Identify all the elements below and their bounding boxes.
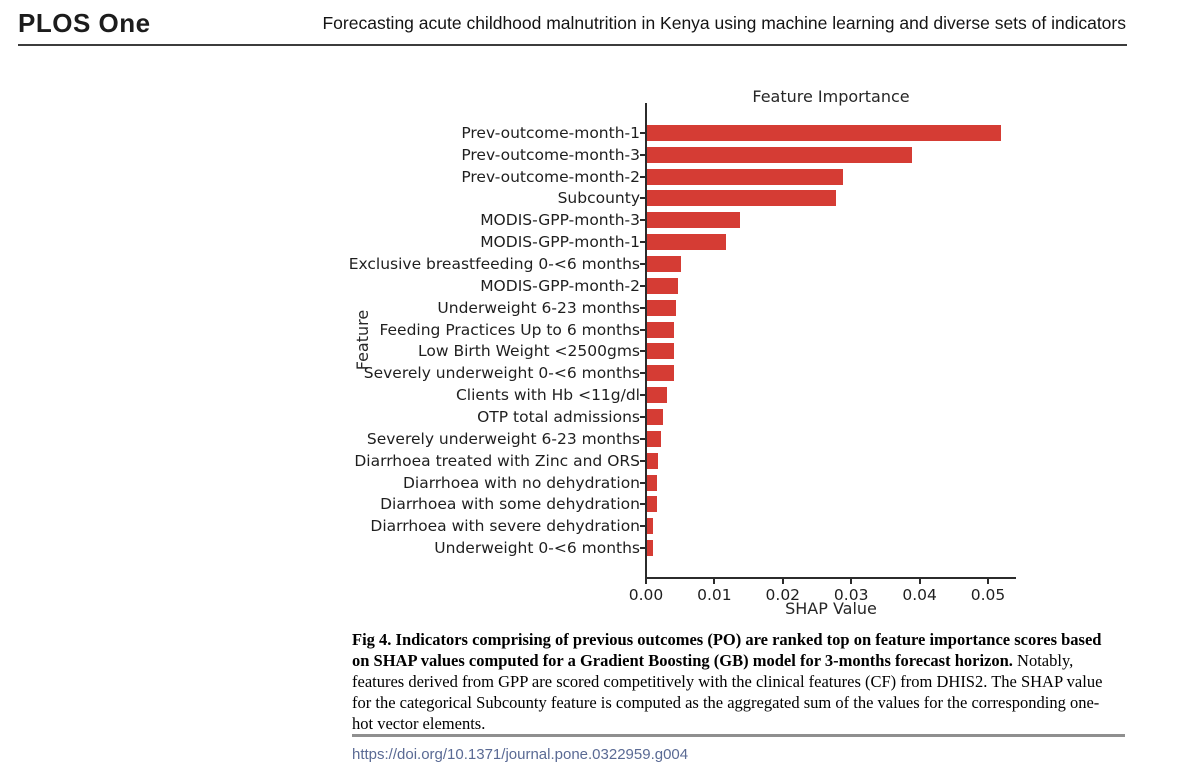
bar	[647, 322, 674, 338]
y-tick-label: Underweight 6-23 months	[437, 298, 640, 317]
chart-title: Feature Importance	[752, 87, 910, 106]
x-tick-mark	[782, 579, 784, 584]
x-axis-label: SHAP Value	[785, 599, 877, 618]
y-tick-label: Low Birth Weight <2500gms	[418, 342, 640, 361]
bar	[647, 365, 674, 381]
figure-caption	[352, 629, 1108, 734]
bar	[647, 475, 657, 491]
y-tick-mark	[640, 525, 645, 527]
y-tick-label: MODIS-GPP-month-1	[480, 233, 640, 252]
x-tick-mark	[987, 579, 989, 584]
y-tick-label: Severely underweight 6-23 months	[366, 429, 640, 448]
y-tick-label: MODIS-GPP-month-3	[480, 211, 640, 230]
x-tick-mark	[919, 579, 921, 584]
y-tick-mark	[640, 416, 645, 418]
bar	[647, 278, 678, 294]
bar	[647, 343, 674, 359]
y-tick-mark	[640, 154, 645, 156]
y-tick-label: MODIS-GPP-month-2	[480, 276, 640, 295]
y-tick-label: Clients with Hb <11g/dl	[455, 386, 640, 405]
x-tick-label: 0.05	[970, 586, 1006, 604]
y-tick-mark	[640, 263, 645, 265]
y-tick-mark	[640, 438, 645, 440]
caption-regular-text: Notably, features derived from GPP are scored competitively with the clinical features (CF) from DHIS2. The SHAP value for the categorical Subcounty feature is computed as the aggregated sum of the values for the corresponding one-hot vector elements.	[352, 651, 1103, 733]
caption-divider	[352, 734, 1125, 737]
bar	[647, 496, 657, 512]
y-tick-mark	[640, 176, 645, 178]
doi-link[interactable]: https://doi.org/10.1371/journal.pone.0322959.g004	[352, 746, 689, 763]
y-tick-mark	[640, 197, 645, 199]
x-tick-label: 0.02	[765, 586, 801, 604]
bar	[647, 147, 912, 163]
x-tick-mark	[850, 579, 852, 584]
y-tick-label: Subcounty	[557, 189, 640, 208]
y-tick-mark	[640, 307, 645, 309]
x-tick-label: 0.04	[902, 586, 937, 604]
y-tick-label: Feeding Practices Up to 6 months	[379, 320, 640, 339]
caption-bold-text: Fig 4. Indicators comprising of previous outcomes (PO) are ranked top on feature importance scores based on SHAP values computed for a Gradient Boosting (GB) model for 3-months forecast horizon.	[352, 630, 1102, 670]
y-tick-label: Exclusive breastfeeding 0-<6 months	[348, 255, 640, 274]
y-tick-mark	[640, 329, 645, 331]
y-tick-label: Diarrhoea with some dehydration	[380, 495, 640, 514]
y-tick-label: Prev-outcome-month-2	[461, 167, 640, 186]
y-tick-label: Diarrhoea with no dehydration	[402, 473, 640, 492]
y-tick-mark	[640, 285, 645, 287]
bar	[647, 540, 653, 556]
bar	[647, 518, 653, 534]
y-tick-mark	[640, 372, 645, 374]
y-tick-label: OTP total admissions	[477, 407, 640, 426]
y-tick-label: Diarrhoea with severe dehydration	[370, 517, 640, 536]
x-axis-line	[645, 577, 1016, 579]
bar	[647, 387, 667, 403]
y-tick-mark	[640, 503, 645, 505]
y-tick-label: Prev-outcome-month-3	[461, 145, 640, 164]
y-tick-mark	[640, 460, 645, 462]
y-tick-mark	[640, 350, 645, 352]
y-tick-label: Prev-outcome-month-1	[461, 123, 640, 142]
y-tick-mark	[640, 547, 645, 549]
x-tick-label: 0.03	[833, 586, 869, 604]
bar	[647, 212, 740, 228]
y-axis-label: Feature	[353, 309, 372, 371]
x-tick-label: 0.01	[697, 586, 732, 604]
y-tick-mark	[640, 241, 645, 243]
bar	[647, 300, 676, 316]
bar	[647, 125, 1001, 141]
journal-logo: PLOS One	[18, 8, 151, 38]
y-tick-label: Underweight 0-<6 months	[434, 539, 640, 558]
bar	[647, 431, 661, 447]
y-tick-mark	[640, 219, 645, 221]
bar	[647, 453, 658, 469]
x-tick-mark	[645, 579, 647, 584]
x-tick-mark	[713, 579, 715, 584]
y-tick-label: Severely underweight 0-<6 months	[363, 364, 640, 383]
y-tick-mark	[640, 394, 645, 396]
bar	[647, 169, 843, 185]
bar	[647, 409, 663, 425]
y-tick-label: Diarrhoea treated with Zinc and ORS	[354, 451, 640, 470]
bar	[647, 190, 836, 206]
y-tick-mark	[640, 132, 645, 134]
running-title: Forecasting acute childhood malnutrition in Kenya using machine learning and diverse sets of indicators	[322, 13, 1126, 33]
y-tick-mark	[640, 482, 645, 484]
x-tick-label: 0.00	[628, 586, 664, 604]
bar	[647, 256, 681, 272]
bar	[647, 234, 726, 250]
